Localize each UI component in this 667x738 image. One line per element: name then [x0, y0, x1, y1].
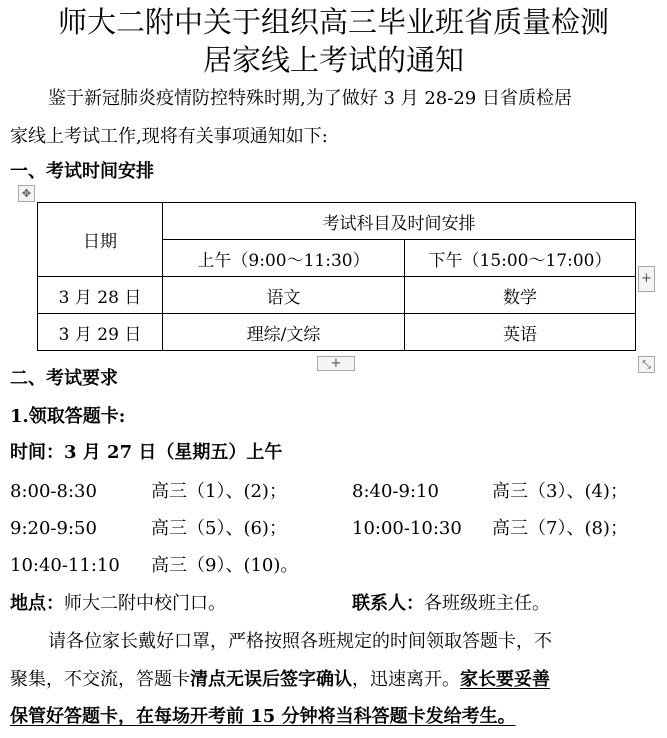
table-row	[38, 277, 636, 314]
intro-line2: 家线上考试工作,现将有关事项通知如下:	[10, 126, 328, 147]
instruction-text: ，迅速离开。	[352, 669, 460, 690]
slot-time: 8:40-9:10	[352, 481, 439, 502]
plus-icon: +	[641, 271, 652, 286]
resize-icon: ⤡	[642, 358, 651, 371]
instruction-text: 聚集，不交流，答题卡	[10, 669, 190, 690]
date-header: 日期	[38, 203, 163, 277]
afternoon-header: 下午（15:00～17:00）	[405, 240, 636, 277]
instruction-line3	[10, 704, 516, 730]
table-move-handle[interactable]	[18, 185, 35, 202]
slot-time: 8:00-8:30	[10, 481, 97, 502]
slot-classes: 高三（7）、(8)；	[492, 518, 628, 539]
move-icon: ✥	[21, 187, 32, 200]
slot-time: 10:00-10:30	[352, 518, 462, 539]
contact-label: 联系人：	[352, 593, 424, 614]
document-title-line1: 师大二附中关于组织高三毕业班省质量检测	[57, 5, 609, 39]
location-label: 地点：	[10, 593, 64, 614]
morning-header: 上午（9:00～11:30）	[163, 240, 405, 277]
contact-value: 各班级班主任。	[424, 593, 550, 614]
table-resize-handle[interactable]	[638, 356, 655, 373]
row-afternoon-subject: 英语	[405, 314, 636, 351]
slot-time: 9:20-9:50	[10, 518, 97, 539]
add-row-button[interactable]	[317, 356, 355, 371]
row-morning-subject: 理综/文综	[163, 314, 405, 351]
instruction-line1: 请各位家长戴好口罩，严格按照各班规定的时间领取答题卡，不	[48, 631, 552, 652]
slot-classes: 高三（5）、(6)；	[151, 518, 287, 539]
section1-heading: 一、考试时间安排	[10, 161, 154, 182]
subjects-header: 考试科目及时间安排	[163, 203, 636, 240]
pickup-time-line: 时间：3 月 27 日（星期五）上午	[10, 442, 283, 463]
intro-line1: 鉴于新冠肺炎疫情防控特殊时期,为了做好 3 月 28-29 日省质检居	[48, 88, 572, 109]
item1-heading: 1.领取答题卡:	[10, 406, 126, 427]
slot-classes: 高三（9）、(10)。	[151, 555, 299, 576]
section2-heading: 二、考试要求	[10, 368, 118, 389]
instruction-emphasis: 清点无误后签字确认	[190, 669, 352, 690]
slot-time: 10:40-11:10	[10, 555, 120, 576]
row-afternoon-subject: 数学	[405, 277, 636, 314]
add-column-button[interactable]	[638, 266, 655, 292]
instruction-underlined: 保管好答题卡，在每场开考前 15 分钟将当科答题卡发给考生。	[10, 706, 516, 727]
slot-classes: 高三（3）、(4)；	[492, 481, 628, 502]
slot-classes: 高三（1）、(2)；	[151, 481, 287, 502]
schedule-table	[37, 202, 636, 351]
plus-icon: +	[330, 356, 342, 371]
row-date: 3 月 29 日	[38, 314, 163, 351]
row-morning-subject: 语文	[163, 277, 405, 314]
instruction-underlined: 家长要妥善	[460, 669, 550, 690]
instruction-line2	[10, 667, 550, 693]
row-date: 3 月 28 日	[38, 277, 163, 314]
document-title-line2: 居家线上考试的通知	[202, 43, 464, 77]
location-value: 师大二附中校门口。	[64, 593, 226, 614]
table-row	[38, 314, 636, 351]
